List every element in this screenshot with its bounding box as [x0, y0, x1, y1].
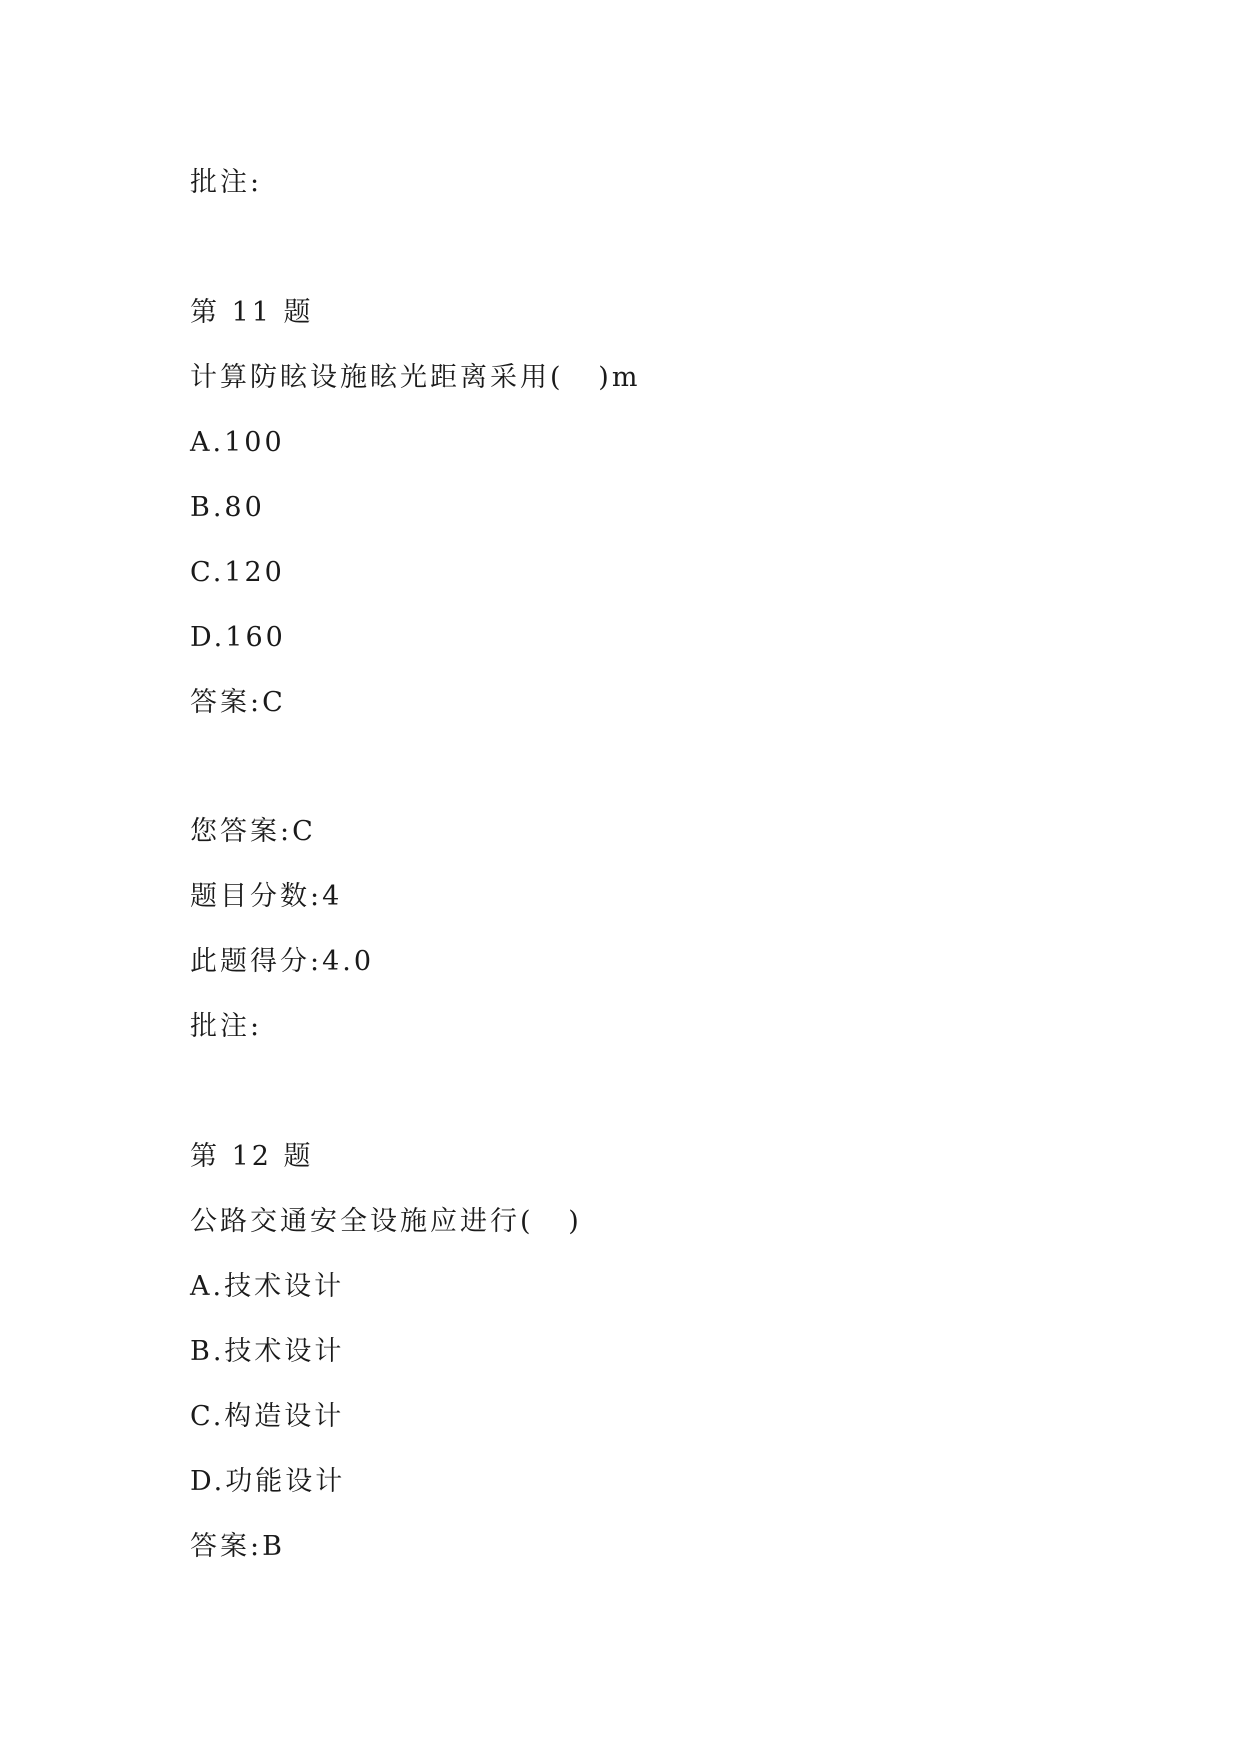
q11-heading: 第 11 题 [190, 297, 314, 328]
q11-your-answer: 您答案:C [190, 816, 316, 847]
q12-option-c: C.构造设计 [190, 1401, 345, 1432]
q11-answer: 答案:C [190, 687, 286, 718]
q12-stem: 公路交通安全设施应进行( ) [190, 1206, 582, 1237]
q11-option-b: B.80 [190, 492, 265, 523]
q12-answer: 答案:B [190, 1531, 285, 1562]
q11-score: 题目分数:4 [190, 881, 343, 912]
q12-heading: 第 12 题 [190, 1141, 314, 1172]
q11-option-c: C.120 [190, 557, 285, 588]
q11-note-label: 批注: [190, 1011, 263, 1042]
q12-option-d: D.功能设计 [190, 1466, 346, 1497]
q12-option-a: A.技术设计 [190, 1271, 345, 1302]
q11-stem: 计算防眩设施眩光距离采用( )m [190, 362, 641, 393]
q11-option-d: D.160 [190, 622, 286, 653]
q11-earned: 此题得分:4.0 [190, 946, 375, 977]
q12-option-b: B.技术设计 [190, 1336, 345, 1367]
q11-option-a: A.100 [190, 427, 285, 458]
top-note-label: 批注: [190, 167, 263, 198]
